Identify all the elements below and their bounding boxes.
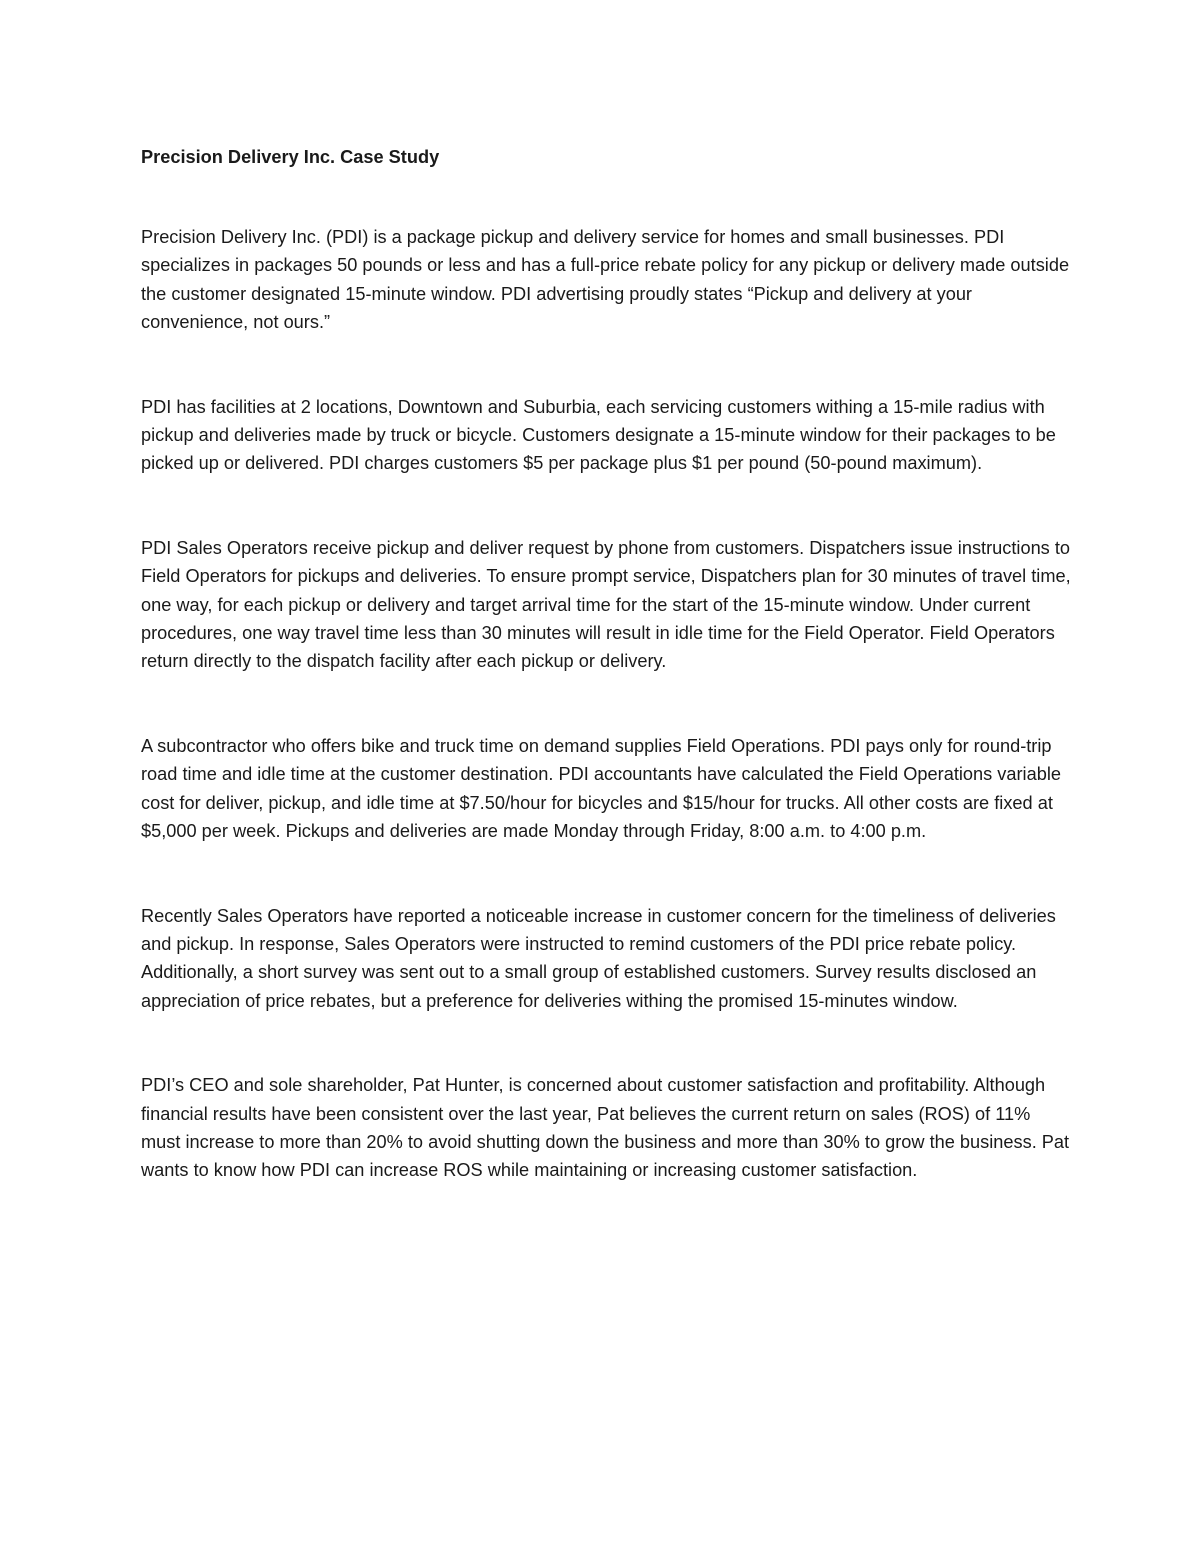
paragraph-intro: Precision Delivery Inc. (PDI) is a package pickup and delivery service for homes and small businesses. PDI specializes in packages 50 pounds or less and has a full-price rebate policy for any pickup or delivery made outside the customer designated 15-minute window. PDI advertising proudly states “Pickup and delivery at your convenience, not ours.” [141, 227, 1070, 333]
paragraph-facilities: PDI has facilities at 2 locations, Downtown and Suburbia, each servicing customers withing a 15-mile radius with pickup and deliveries made by truck or bicycle. Customers designate a 15-minute window for their packages to be picked up or delivered. PDI charges customers $5 per package plus $1 per pound (50-pound maximum). [141, 396, 1056, 474]
document-body [141, 138, 1071, 1185]
paragraph-operations: PDI Sales Operators receive pickup and deliver request by phone from customers. Dispatchers issue instructions to Field Operators for pickups and deliveries. To ensure prompt service, Dispatchers plan for 30 minutes of travel time, one way, for each pickup or delivery and target arrival time for the start of the 15-minute window. Under current procedures, one way travel time less than 30 minutes will result in idle time for the Field Operator. Field Operators return directly to the dispatch facility after each pickup or delivery. [141, 537, 1071, 672]
paragraph-costs: A subcontractor who offers bike and truck time on demand supplies Field Operations. PDI pays only for round-trip road time and idle time at the customer destination. PDI accountants have calculated the Field Operations variable cost for deliver, pickup, and idle time at $7.50/hour for bicycles and $15/hour for trucks. All other costs are fixed at $5,000 per week. Pickups and deliveries are made Monday through Friday, 8:00 a.m. to 4:00 p.m. [141, 735, 1061, 842]
paragraph-ceo-goals: PDI’s CEO and sole shareholder, Pat Hunter, is concerned about customer satisfaction and profitability. Although financial results have been consistent over the last year, Pat believes the current return on sales (ROS) of 11% must increase to more than 20% to avoid shutting down the business and more than 30% to grow the business. Pat wants to know how PDI can increase ROS while maintaining or increasing customer satisfaction. [141, 1075, 1070, 1181]
paragraph-customer-concern: Recently Sales Operators have reported a noticeable increase in customer concern for the timeliness of deliveries and pickup. In response, Sales Operators were instructed to remind customers of the PDI price rebate policy. Additionally, a short survey was sent out to a small group of established customers. Survey results disclosed an appreciation of price rebates, but a preference for deliveries withing the promised 15-minutes window. [141, 905, 1056, 1011]
document-title: Precision Delivery Inc. Case Study [141, 147, 440, 167]
